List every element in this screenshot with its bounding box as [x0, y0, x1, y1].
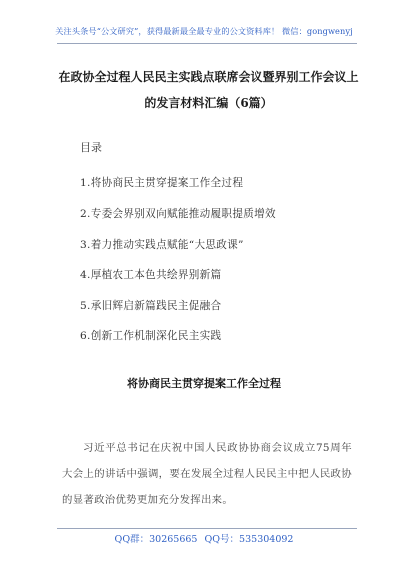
toc-item: 4.厚植农工本色共绘界别新篇 [80, 269, 222, 281]
section-title: 将协商民主贯穿提案工作全过程 [127, 377, 281, 390]
toc-item: 2.专委会界别双向赋能推动履职提质增效 [80, 208, 276, 220]
toc-item: 1.将协商民主贯穿提案工作全过程 [80, 177, 244, 189]
toc-heading: 目录 [80, 141, 102, 154]
page-header-banner: 关注头条号“公文研究”，获得最新最全最专业的公文资料库！ 微信：gongwenyj [55, 26, 353, 36]
footer-divider [57, 528, 357, 529]
toc-item: 6.创新工作机制深化民主实践 [80, 330, 222, 342]
header-divider [57, 43, 357, 44]
body-paragraph: 习近平总书记在庆祝中国人民政协协商会议成立75周年大会上的讲话中强调，要在发展全过程人民民主中把人民政协的显著政治优势更加充分发挥出来。 [62, 442, 352, 506]
document-title: 在政协全过程人民民主实践点联席会议暨界别工作会议上的发言材料汇编（6篇） [58, 70, 359, 110]
toc-item: 3.着力推动实践点赋能“大思政课” [80, 239, 244, 251]
page-footer-contact: QQ群：30265665 QQ号：535304092 [114, 534, 294, 545]
toc-item: 5.承旧辉启新篇践民主促融合 [80, 300, 222, 312]
